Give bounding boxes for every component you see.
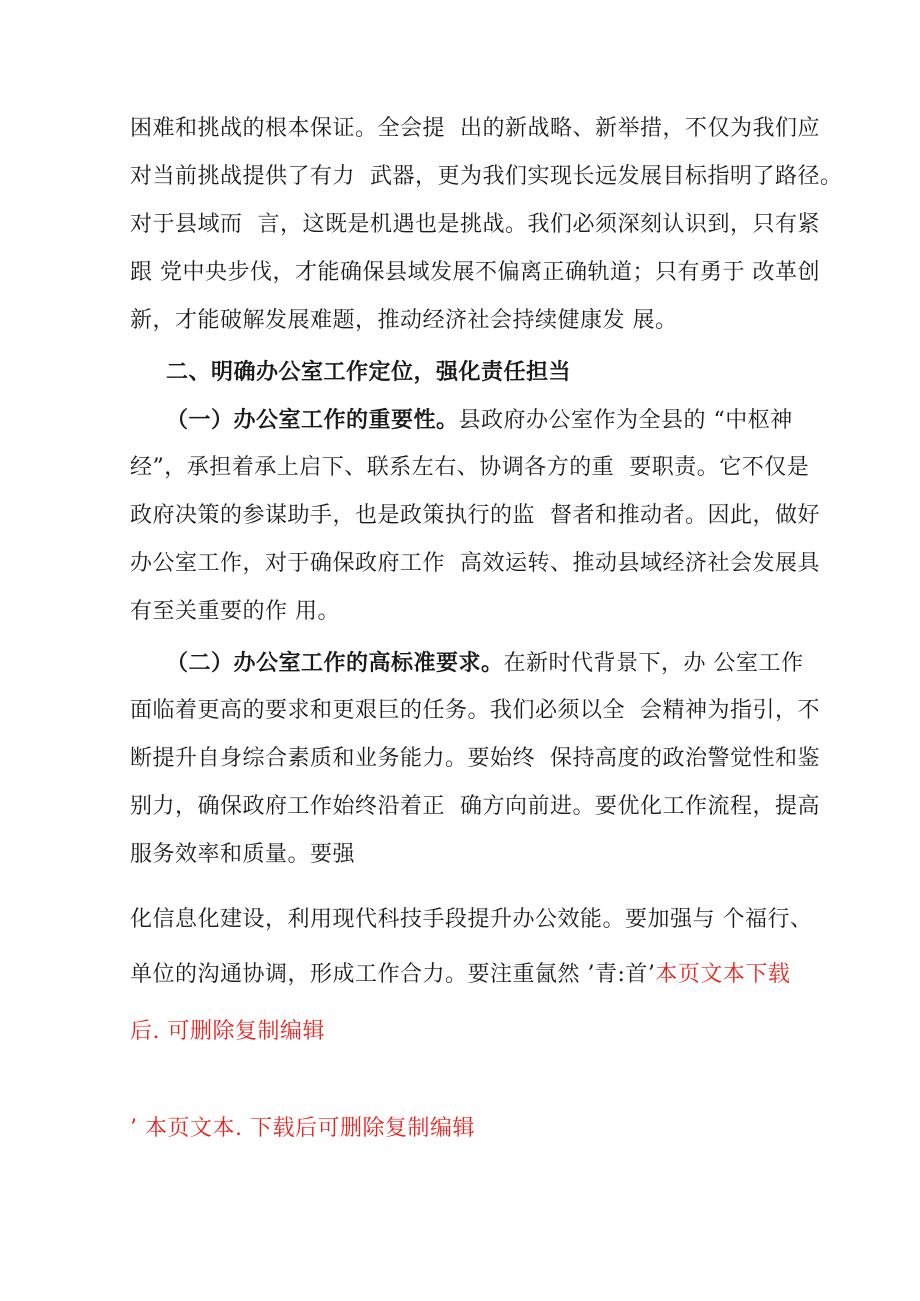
paragraph-line: 对于县域而 言，这既是机遇也是挑战。我们必须深刻认识到，只有紧 xyxy=(130,212,820,237)
paragraph-line: 困难和挑战的根本保证。全会提 出的新战略、新举措，不仅为我们应 xyxy=(130,116,820,141)
paragraph-line xyxy=(130,960,790,990)
subsection-first-line xyxy=(166,405,793,436)
subsection-first-line xyxy=(166,648,804,679)
paragraph-line: 新，才能破解发展难题，推动经济社会持续健康发 展。 xyxy=(130,308,678,333)
paragraph-line: 政府决策的参谋助手，也是政策执行的监 督者和推动者。因此，做好 xyxy=(130,503,820,528)
watermark-note: 后. 可删除复制编辑 xyxy=(130,1019,325,1044)
paragraph-line: 对当前挑战提供了有力 武器，更为我们实现长远发展目标指明了路径。 xyxy=(130,164,843,189)
paragraph-line: 跟 党中央步伐，才能确保县域发展不偏离正确轨道；只有勇于 改革创 xyxy=(130,260,820,285)
paragraph-line: 有至关重要的作 用。 xyxy=(130,599,340,624)
footer-watermark-note: ’ 本页文本. 下载后可删除复制编辑 xyxy=(130,1116,475,1141)
paragraph-line: 经”，承担着承上启下、联系左右、协调各方的重 要职责。它不仅是 xyxy=(130,455,810,480)
subsection-text: 在新时代背景下，办 公室工作 xyxy=(503,651,804,676)
subsection-heading: （一）办公室工作的重要性。 xyxy=(166,407,459,433)
paragraph-line: 化信息化建设，利用现代科技手段提升办公效能。要加强与 个福行、 xyxy=(130,907,813,932)
paragraph-text: 单位的沟通协调，形成工作合力。要注重氤然 ’青:首’ xyxy=(130,962,656,987)
watermark-note: 本页文本下载 xyxy=(655,962,791,987)
paragraph-line: 办公室工作，对于确保政府工作 高效运转、推动县域经济社会发展具 xyxy=(130,551,820,576)
section-heading: 二、明确办公室工作定位，强化责任担当 xyxy=(166,359,572,385)
paragraph-line: 服务效率和质量。要强 xyxy=(130,842,356,867)
paragraph-line: 面临着更高的要求和更艰巨的任务。我们必须以全 会精神为指引，不 xyxy=(130,698,820,723)
paragraph-line: 断提升自身综合素质和业务能力。要始终 保持高度的政治警觉性和鉴 xyxy=(130,746,820,771)
subsection-heading: （二）办公室工作的高标准要求。 xyxy=(166,650,504,676)
subsection-text: 县政府办公室作为全县的 “中枢神 xyxy=(458,408,793,433)
paragraph-line: 别力，确保政府工作始终沿着正 确方向前进。要优化工作流程，提高 xyxy=(130,794,820,819)
